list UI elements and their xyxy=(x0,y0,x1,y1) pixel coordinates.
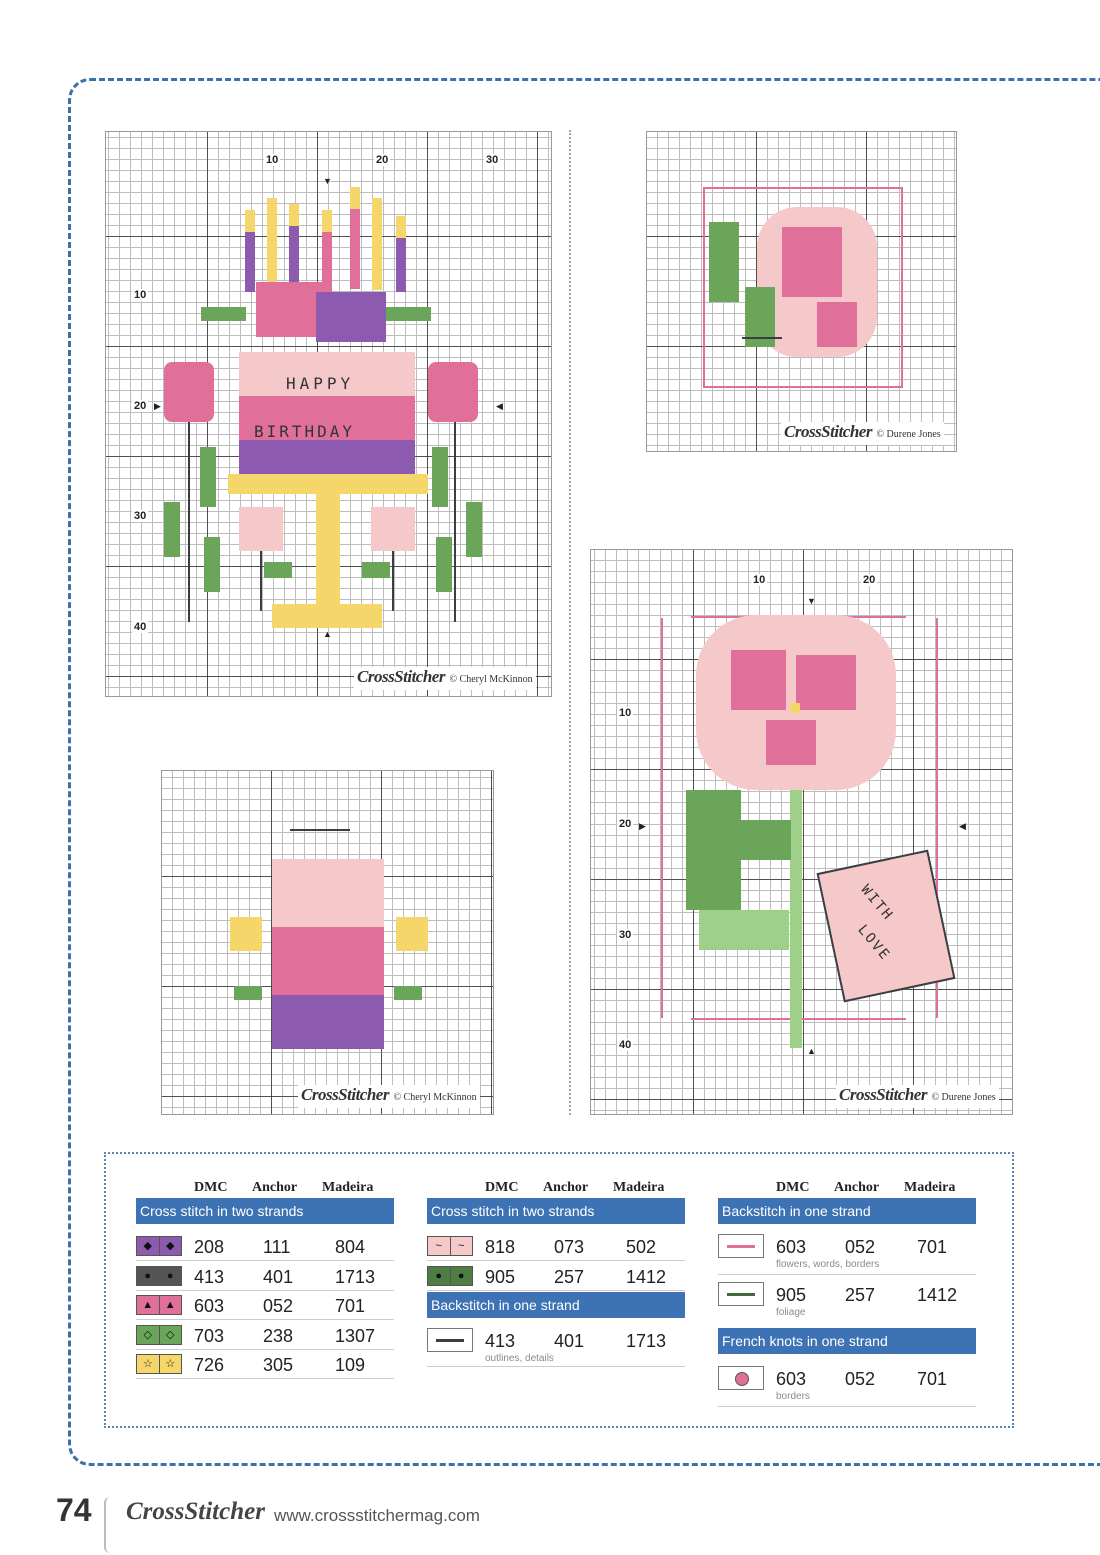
tulip-stem xyxy=(260,551,262,611)
chart-birthday-cake xyxy=(105,131,552,697)
chart-credit xyxy=(836,1085,999,1108)
tulip xyxy=(371,507,415,551)
symbol-swatch xyxy=(136,1236,182,1256)
anchor-value: 052 xyxy=(845,1237,876,1257)
credit-brand: CrossStitcher xyxy=(357,667,445,686)
leaf xyxy=(200,447,216,507)
tulip xyxy=(230,917,262,951)
dmc-value: 818 xyxy=(485,1237,516,1257)
key-row xyxy=(427,1262,685,1291)
credit-brand: CrossStitcher xyxy=(784,422,872,441)
section-bar: Backstitch in one strand xyxy=(718,1198,976,1224)
symbol-swatch xyxy=(136,1266,182,1286)
header-dmc: DMC xyxy=(194,1180,228,1195)
tulip-stem xyxy=(392,551,394,611)
dmc-value: 726 xyxy=(194,1355,225,1375)
symbol-cell: ▲ xyxy=(137,1296,160,1314)
tulip xyxy=(239,507,283,551)
anchor-value: 305 xyxy=(263,1355,294,1375)
madeira-value: 1412 xyxy=(626,1266,667,1287)
dmc-value: 603 xyxy=(776,1369,807,1389)
thread-key xyxy=(104,1152,1014,1428)
footer-divider xyxy=(104,1497,112,1553)
center-marker-top: ▼ xyxy=(807,596,816,606)
header-dmc: DMC xyxy=(485,1180,519,1195)
symbol-cell: ◆ xyxy=(137,1237,160,1255)
dmc-value: 905 xyxy=(776,1285,807,1305)
border-line xyxy=(901,187,903,387)
cake-plate xyxy=(228,474,428,494)
x-tick: 30 xyxy=(486,154,499,166)
footer-brand: CrossStitcher xyxy=(126,1498,265,1525)
leaf xyxy=(394,986,422,1000)
dmc-value: 603 xyxy=(194,1296,225,1316)
footer-url[interactable]: www.crossstitchermag.com xyxy=(274,1506,480,1525)
credit-author: © Durene Jones xyxy=(931,1092,996,1103)
center-marker-bottom: ▲ xyxy=(323,629,332,639)
anchor-value: 052 xyxy=(263,1296,294,1316)
header-anchor: Anchor xyxy=(834,1180,880,1195)
madeira-value: 701 xyxy=(335,1296,366,1316)
leaf xyxy=(201,307,246,321)
backstitch-swatch xyxy=(718,1282,764,1306)
anchor-value: 401 xyxy=(554,1331,585,1351)
madeira-value: 1713 xyxy=(626,1331,667,1351)
anchor-value: 111 xyxy=(263,1237,291,1257)
symbol-cell: ● xyxy=(451,1267,473,1285)
tag-text-line: WITH xyxy=(857,881,897,925)
madeira-value: 109 xyxy=(335,1355,366,1375)
leaf xyxy=(432,447,448,507)
symbol-swatch xyxy=(427,1236,473,1256)
flower-center xyxy=(790,703,800,713)
header-madeira: Madeira xyxy=(322,1180,374,1195)
column-divider xyxy=(569,130,571,1115)
tulip xyxy=(396,917,428,951)
anchor-value: 257 xyxy=(845,1285,876,1305)
center-marker-left: ▶ xyxy=(639,821,646,831)
chart-with-love xyxy=(590,549,1013,1115)
symbol-cell: ● xyxy=(428,1267,451,1285)
flower-petal xyxy=(766,720,816,765)
candle-flame xyxy=(396,216,406,238)
section-bar: French knots in one strand xyxy=(718,1328,976,1354)
symbol-cell: ◆ xyxy=(160,1237,182,1255)
y-tick: 30 xyxy=(619,929,632,941)
leaf xyxy=(381,307,431,321)
section-bar: Cross stitch in two strands xyxy=(427,1198,685,1224)
y-tick: 10 xyxy=(619,707,632,719)
anchor-value: 238 xyxy=(263,1325,294,1346)
cake-text-line: HAPPY xyxy=(286,374,355,393)
present-lid xyxy=(272,859,384,927)
symbol-cell: ~ xyxy=(451,1237,473,1255)
symbol-swatch xyxy=(427,1266,473,1286)
header-dmc: DMC xyxy=(776,1180,810,1195)
center-marker-right: ◀ xyxy=(496,401,503,411)
border-line xyxy=(703,187,705,387)
key-row xyxy=(136,1321,394,1350)
usage-note: borders xyxy=(776,1391,810,1402)
madeira-value: 1307 xyxy=(335,1325,376,1346)
symbol-cell: ☆ xyxy=(160,1355,182,1373)
border-line xyxy=(703,187,903,189)
key-row xyxy=(136,1291,394,1320)
leaf xyxy=(709,222,739,302)
header-anchor: Anchor xyxy=(252,1180,298,1195)
flower-petal xyxy=(731,650,786,710)
flower-petal xyxy=(796,655,856,710)
border-line xyxy=(661,618,663,1018)
leaf xyxy=(741,820,791,860)
cake-layer xyxy=(239,440,415,474)
x-tick: 20 xyxy=(863,574,876,586)
madeira-value: 502 xyxy=(626,1237,657,1257)
madeira-value: 1412 xyxy=(917,1285,958,1305)
center-marker-top: ▼ xyxy=(323,176,332,186)
dmc-value: 413 xyxy=(194,1266,225,1287)
bow-loop xyxy=(290,829,350,831)
candle-flame xyxy=(289,204,299,226)
madeira-value: 1713 xyxy=(335,1266,376,1287)
candle-flame xyxy=(322,210,332,232)
chart-small-flower xyxy=(646,131,957,452)
center-marker-bottom: ▲ xyxy=(807,1046,816,1056)
anchor-value: 052 xyxy=(845,1369,876,1389)
leaf xyxy=(204,537,220,592)
key-row xyxy=(136,1350,394,1379)
cake-stand-base xyxy=(272,604,382,628)
anchor-value: 257 xyxy=(554,1266,585,1287)
usage-note: outlines, details xyxy=(485,1353,554,1364)
credit-author: © Durene Jones xyxy=(876,429,941,440)
symbol-cell: ● xyxy=(160,1267,182,1285)
dmc-value: 905 xyxy=(485,1266,516,1287)
leaf xyxy=(466,502,482,557)
symbol-cell: ▲ xyxy=(160,1296,182,1314)
usage-note: foliage xyxy=(776,1307,806,1318)
leaf xyxy=(264,562,292,578)
candle xyxy=(350,209,360,289)
leaf xyxy=(699,910,789,950)
section-bar: Cross stitch in two strands xyxy=(136,1198,394,1224)
y-tick: 40 xyxy=(619,1039,632,1051)
french-knot-swatch xyxy=(718,1366,764,1390)
dmc-value: 208 xyxy=(194,1237,225,1257)
backstitch-swatch xyxy=(718,1234,764,1258)
backstitch-swatch xyxy=(427,1328,473,1352)
symbol-cell: ◇ xyxy=(160,1326,182,1344)
chart-credit xyxy=(298,1085,480,1108)
key-row-backstitch xyxy=(718,1232,976,1275)
symbol-swatch xyxy=(136,1354,182,1374)
madeira-value: 701 xyxy=(917,1369,948,1389)
leaf xyxy=(234,986,262,1000)
symbol-cell: ~ xyxy=(428,1237,451,1255)
flower-petal xyxy=(782,227,842,297)
key-row-french-knot xyxy=(718,1364,976,1407)
symbol-cell: ☆ xyxy=(137,1355,160,1373)
leaf xyxy=(164,502,180,557)
tag-text-line: LOVE xyxy=(854,921,894,965)
chart-credit xyxy=(354,667,536,690)
key-row-backstitch xyxy=(427,1326,685,1367)
madeira-value: 701 xyxy=(917,1237,948,1257)
symbol-cell: ● xyxy=(137,1267,160,1285)
credit-author: © Cheryl McKinnon xyxy=(449,674,533,685)
anchor-value: 073 xyxy=(554,1237,585,1257)
x-tick: 10 xyxy=(753,574,766,586)
y-tick: 20 xyxy=(619,818,632,830)
center-marker-left: ▶ xyxy=(154,401,161,411)
candle xyxy=(289,226,299,290)
page-number: 74 xyxy=(56,1492,92,1528)
leaf xyxy=(362,562,390,578)
present-base xyxy=(272,995,384,1049)
dmc-value: 413 xyxy=(485,1331,516,1351)
key-row-backstitch xyxy=(718,1280,976,1322)
present-body xyxy=(272,927,384,995)
chart-credit xyxy=(781,422,944,445)
dmc-value: 603 xyxy=(776,1237,807,1257)
flower-petal xyxy=(817,302,857,347)
x-tick: 10 xyxy=(266,154,279,166)
credit-author: © Cheryl McKinnon xyxy=(393,1092,477,1103)
symbol-swatch xyxy=(136,1325,182,1345)
cake-stand xyxy=(316,494,340,604)
candle-flame xyxy=(372,198,382,220)
header-madeira: Madeira xyxy=(613,1180,665,1195)
header-madeira: Madeira xyxy=(904,1180,956,1195)
chart-present xyxy=(161,770,494,1115)
cake-top-rose xyxy=(316,292,386,342)
dmc-value: 703 xyxy=(194,1325,225,1346)
section-bar: Backstitch in one strand xyxy=(427,1292,685,1318)
love-tag xyxy=(817,850,956,1003)
y-tick: 30 xyxy=(134,510,147,522)
cake-text-line: BIRTHDAY xyxy=(254,422,356,441)
credit-brand: CrossStitcher xyxy=(301,1085,389,1104)
candle-flame xyxy=(350,187,360,209)
center-marker-right: ◀ xyxy=(959,821,966,831)
symbol-swatch xyxy=(136,1295,182,1315)
side-stem xyxy=(188,422,190,622)
leaf xyxy=(436,537,452,592)
y-tick: 20 xyxy=(134,400,147,412)
candle xyxy=(267,220,277,290)
key-row xyxy=(427,1232,685,1261)
flower-stem xyxy=(790,790,802,1048)
side-stem xyxy=(454,422,456,622)
border-line xyxy=(703,386,903,388)
candle-flame xyxy=(245,210,255,232)
candle xyxy=(245,232,255,292)
y-tick: 10 xyxy=(134,289,147,301)
candle-flame xyxy=(267,198,277,220)
credit-brand: CrossStitcher xyxy=(839,1085,927,1104)
flower-stem xyxy=(742,337,782,339)
leaf xyxy=(686,790,741,910)
x-tick: 20 xyxy=(376,154,389,166)
header-anchor: Anchor xyxy=(543,1180,589,1195)
side-flower xyxy=(428,362,478,422)
side-flower xyxy=(164,362,214,422)
key-row xyxy=(136,1262,394,1291)
madeira-value: 804 xyxy=(335,1237,366,1257)
y-tick: 40 xyxy=(134,621,147,633)
candle xyxy=(372,220,382,290)
candle xyxy=(396,238,406,292)
key-row xyxy=(136,1232,394,1261)
usage-note: flowers, words, borders xyxy=(776,1259,880,1270)
anchor-value: 401 xyxy=(263,1266,294,1287)
symbol-cell: ◇ xyxy=(137,1326,160,1344)
